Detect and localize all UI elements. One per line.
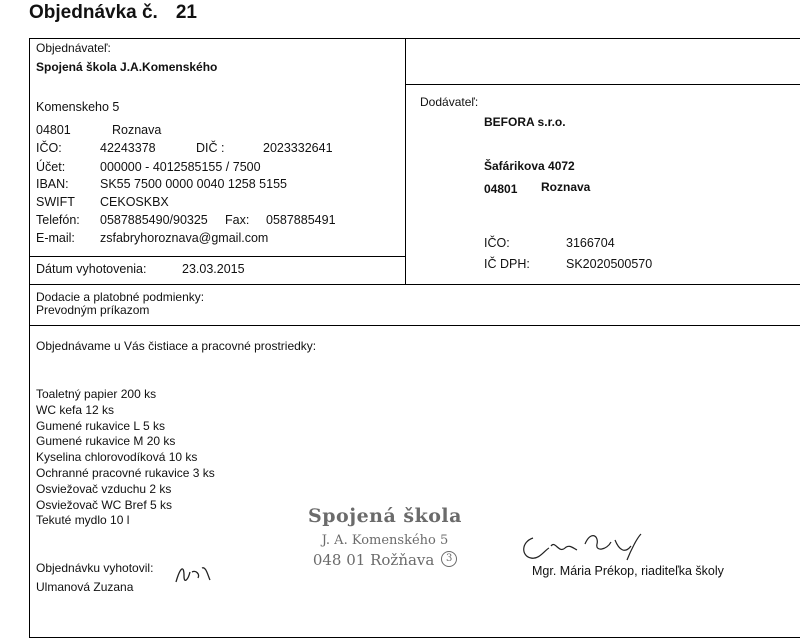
supplier-icdph: SK2020500570 bbox=[566, 257, 653, 271]
orderer-swift: CEKOSKBX bbox=[100, 195, 169, 209]
director-signature bbox=[515, 520, 655, 564]
list-item: Osviežovač WC Bref 5 ks bbox=[36, 497, 173, 512]
orderer-city: Roznava bbox=[112, 123, 162, 137]
list-item: Ochranné pracovné rukavice 3 ks bbox=[36, 465, 215, 480]
stamp-line1: Spojená škola bbox=[308, 505, 462, 527]
orderer-name: Spojená škola J.A.Komenského bbox=[36, 60, 218, 74]
supplier-icdph-label: IČ DPH: bbox=[484, 257, 530, 271]
orderer-account: 000000 - 4012585155 / 7500 bbox=[100, 160, 261, 174]
supplier-zip: 04801 bbox=[484, 182, 518, 196]
orderer-email-label: E-mail: bbox=[36, 231, 75, 245]
issuer-label: Objednávku vyhotovil: bbox=[36, 561, 154, 575]
date-label: Dátum vyhotovenia: bbox=[36, 262, 147, 276]
terms-value: Prevodným príkazom bbox=[36, 303, 150, 317]
orderer-fax: 0587885491 bbox=[266, 213, 336, 227]
orderer-phone-label: Telefón: bbox=[36, 213, 80, 227]
orderer-phone: 0587885490/90325 bbox=[100, 213, 208, 227]
school-stamp bbox=[296, 505, 474, 569]
supplier-city: Roznava bbox=[541, 180, 591, 194]
list-item: Osviežovač vzduchu 2 ks bbox=[36, 481, 172, 496]
list-item: Gumené rukavice M 20 ks bbox=[36, 434, 176, 449]
orderer-street: Komenskeho 5 bbox=[36, 100, 120, 114]
order-title bbox=[29, 2, 197, 24]
order-intro: Objednávame u Vás čistiace a pracovné prostriedky: bbox=[36, 339, 317, 353]
stamp-line3: 048 01 Rožňava bbox=[312, 551, 435, 569]
supplier-ico-label: IČO: bbox=[484, 236, 510, 250]
terms-bottom-border bbox=[29, 325, 800, 326]
list-item: WC kefa 12 ks bbox=[36, 402, 115, 417]
terms-top-border bbox=[29, 284, 800, 285]
orderer-swift-label: SWIFT bbox=[36, 195, 75, 209]
stamp-mark: 3 bbox=[441, 551, 457, 567]
order-items-list bbox=[36, 387, 215, 529]
supplier-name: BEFORA s.r.o. bbox=[484, 115, 566, 129]
supplier-top-border bbox=[405, 84, 800, 85]
orderer-iban: SK55 7500 0000 0040 1258 5155 bbox=[100, 177, 287, 191]
date-divider bbox=[29, 256, 406, 257]
supplier-ico: 3166704 bbox=[566, 236, 615, 250]
orderer-fax-label: Fax: bbox=[225, 213, 250, 227]
list-item: Toaletný papier 200 ks bbox=[36, 387, 157, 401]
orderer-email: zsfabryhoroznava@gmail.com bbox=[100, 231, 269, 245]
order-number: 21 bbox=[175, 2, 197, 23]
orderer-ico: 42243378 bbox=[100, 141, 156, 155]
date-value: 23.03.2015 bbox=[182, 262, 245, 276]
issuer-signature bbox=[172, 558, 216, 588]
supplier-street: Šafárikova 4072 bbox=[484, 159, 575, 173]
vertical-divider bbox=[405, 38, 406, 285]
stamp-line2: J. A. Komenského 5 bbox=[321, 533, 449, 548]
order-title-label: Objednávka č. bbox=[29, 2, 158, 23]
list-item: Kyselina chlorovodíková 10 ks bbox=[36, 450, 198, 465]
supplier-heading: Dodávateľ: bbox=[420, 95, 479, 109]
orderer-heading: Objednávateľ: bbox=[36, 41, 111, 55]
orderer-ico-label: IČO: bbox=[36, 141, 62, 155]
orderer-dic: 2023332641 bbox=[263, 141, 333, 155]
list-item: Tekuté mydlo 10 l bbox=[36, 513, 130, 528]
orderer-account-label: Účet: bbox=[36, 160, 66, 174]
director-name: Mgr. Mária Prékop, riaditeľka školy bbox=[532, 564, 724, 578]
orderer-dic-label: DIČ : bbox=[196, 141, 225, 155]
list-item: Gumené rukavice L 5 ks bbox=[36, 418, 165, 433]
orderer-iban-label: IBAN: bbox=[36, 177, 69, 191]
orderer-zip: 04801 bbox=[36, 123, 71, 137]
issuer-name: Ulmanová Zuzana bbox=[36, 580, 134, 594]
terms-label: Dodacie a platobné podmienky: bbox=[36, 290, 205, 304]
